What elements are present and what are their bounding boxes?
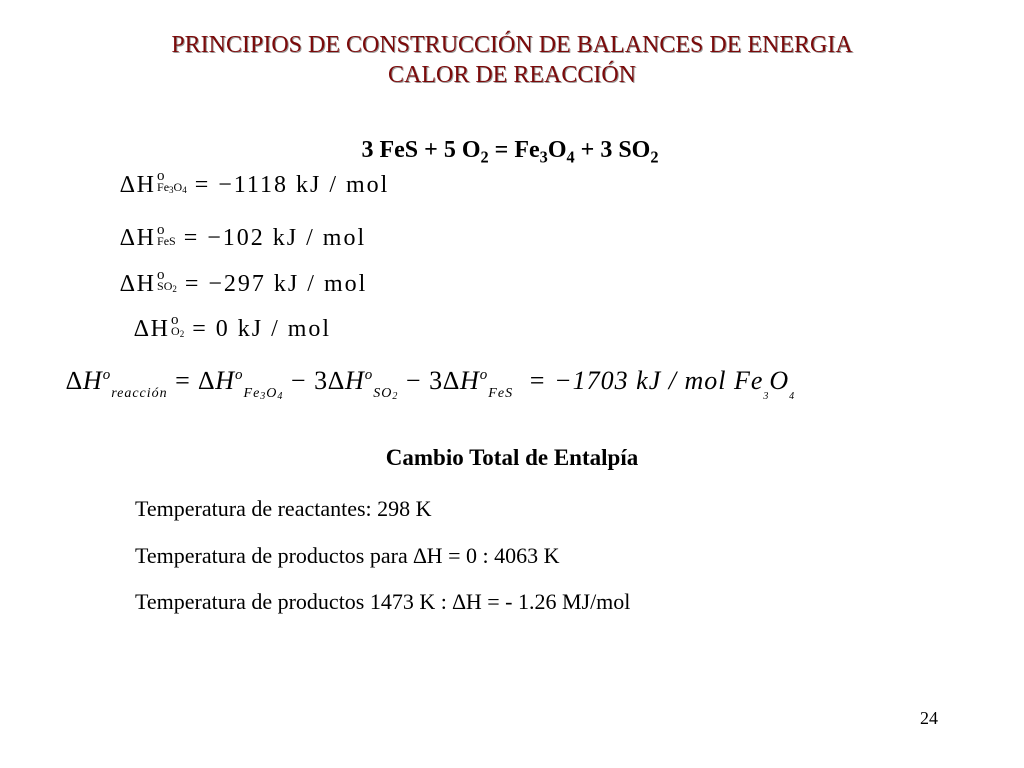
reaction-sub: 4 [566, 147, 575, 167]
title-line-1: PRINCIPIOS DE CONSTRUCCIÓN DE BALANCES DE ENERGIA [171, 32, 853, 58]
species-label: Fe [157, 180, 170, 195]
text-line-products-zero: Temperatura de productos para ∆H = 0 : 4063 K [135, 543, 560, 568]
species-label: O [173, 180, 183, 195]
reaction-equation [0, 137, 1022, 167]
standard-symbol: o [157, 267, 165, 284]
enthalpy-value: = −1118 kJ / mol [194, 172, 390, 198]
enthalpy-fes [120, 222, 367, 252]
delta-h: ∆H [120, 225, 157, 251]
enthalpy-value: = −297 kJ / mol [184, 271, 368, 297]
reaction-part: O [547, 137, 567, 163]
reaction-sub: 2 [650, 147, 659, 167]
term2-coef: 3 [314, 366, 329, 395]
species-sub: 2 [179, 329, 185, 340]
reaction-part: = Fe [488, 137, 540, 163]
reaction-part: 3 FeS + 5 O [361, 137, 481, 163]
subheading: Cambio Total de Entalpía [385, 445, 639, 470]
result-o: O [769, 366, 790, 395]
delta-h: ∆H [120, 172, 157, 198]
enthalpy-so2 [120, 267, 368, 298]
species-sub: 2 [172, 284, 177, 295]
reaction-enthalpy-result: = −1703 kJ / mol Fe [528, 366, 764, 395]
enthalpy-fe3o4 [120, 168, 390, 199]
species-label: FeS [157, 234, 176, 249]
text-line-products-1473: Temperatura de productos 1473 K : ∆H = - 1.26 MJ/mol [135, 589, 631, 614]
enthalpy-value: = 0 kJ / mol [192, 316, 332, 342]
result-sub: 3 [763, 391, 770, 402]
standard-symbol: o [171, 312, 179, 329]
reaction-enthalpy-equation: $\Delta H^o_{reacción} = \Delta H^o_{Fe_3O_4} - 3\Delta H^o_{SO_2} - 3\Delta H^o_{FeS} = -1703$ kJ / mol $Fe_{_3}O_{_4}$ [66, 366, 796, 402]
species-sub: 4 [182, 185, 187, 196]
text-line-reactants: Temperatura de reactantes: 298 K [135, 496, 432, 521]
species-sub: 3 [169, 185, 174, 196]
lhs-label: reacción [111, 386, 168, 401]
result-sub: 4 [789, 391, 796, 402]
reaction-sub: 2 [480, 147, 489, 167]
title-line-2: CALOR DE REACCIÓN [387, 62, 636, 88]
standard-symbol: o [157, 222, 165, 239]
species-label: O [171, 324, 180, 339]
term3-coef: 3 [429, 366, 444, 395]
enthalpy-o2 [134, 312, 332, 343]
term2-label: SO [373, 386, 393, 401]
reaction-sub: 3 [539, 147, 548, 167]
enthalpy-value: = −102 kJ / mol [183, 225, 367, 251]
species-label: SO [157, 279, 173, 294]
standard-symbol: o [157, 168, 165, 185]
term1-label: Fe [243, 386, 261, 401]
term3-label: FeS [488, 386, 514, 401]
reaction-part: + 3 SO [574, 137, 651, 163]
delta-h: ∆H [134, 316, 171, 342]
page-number: 24 [920, 708, 938, 728]
delta-h: ∆H [120, 271, 157, 297]
slide-title [0, 30, 1024, 90]
